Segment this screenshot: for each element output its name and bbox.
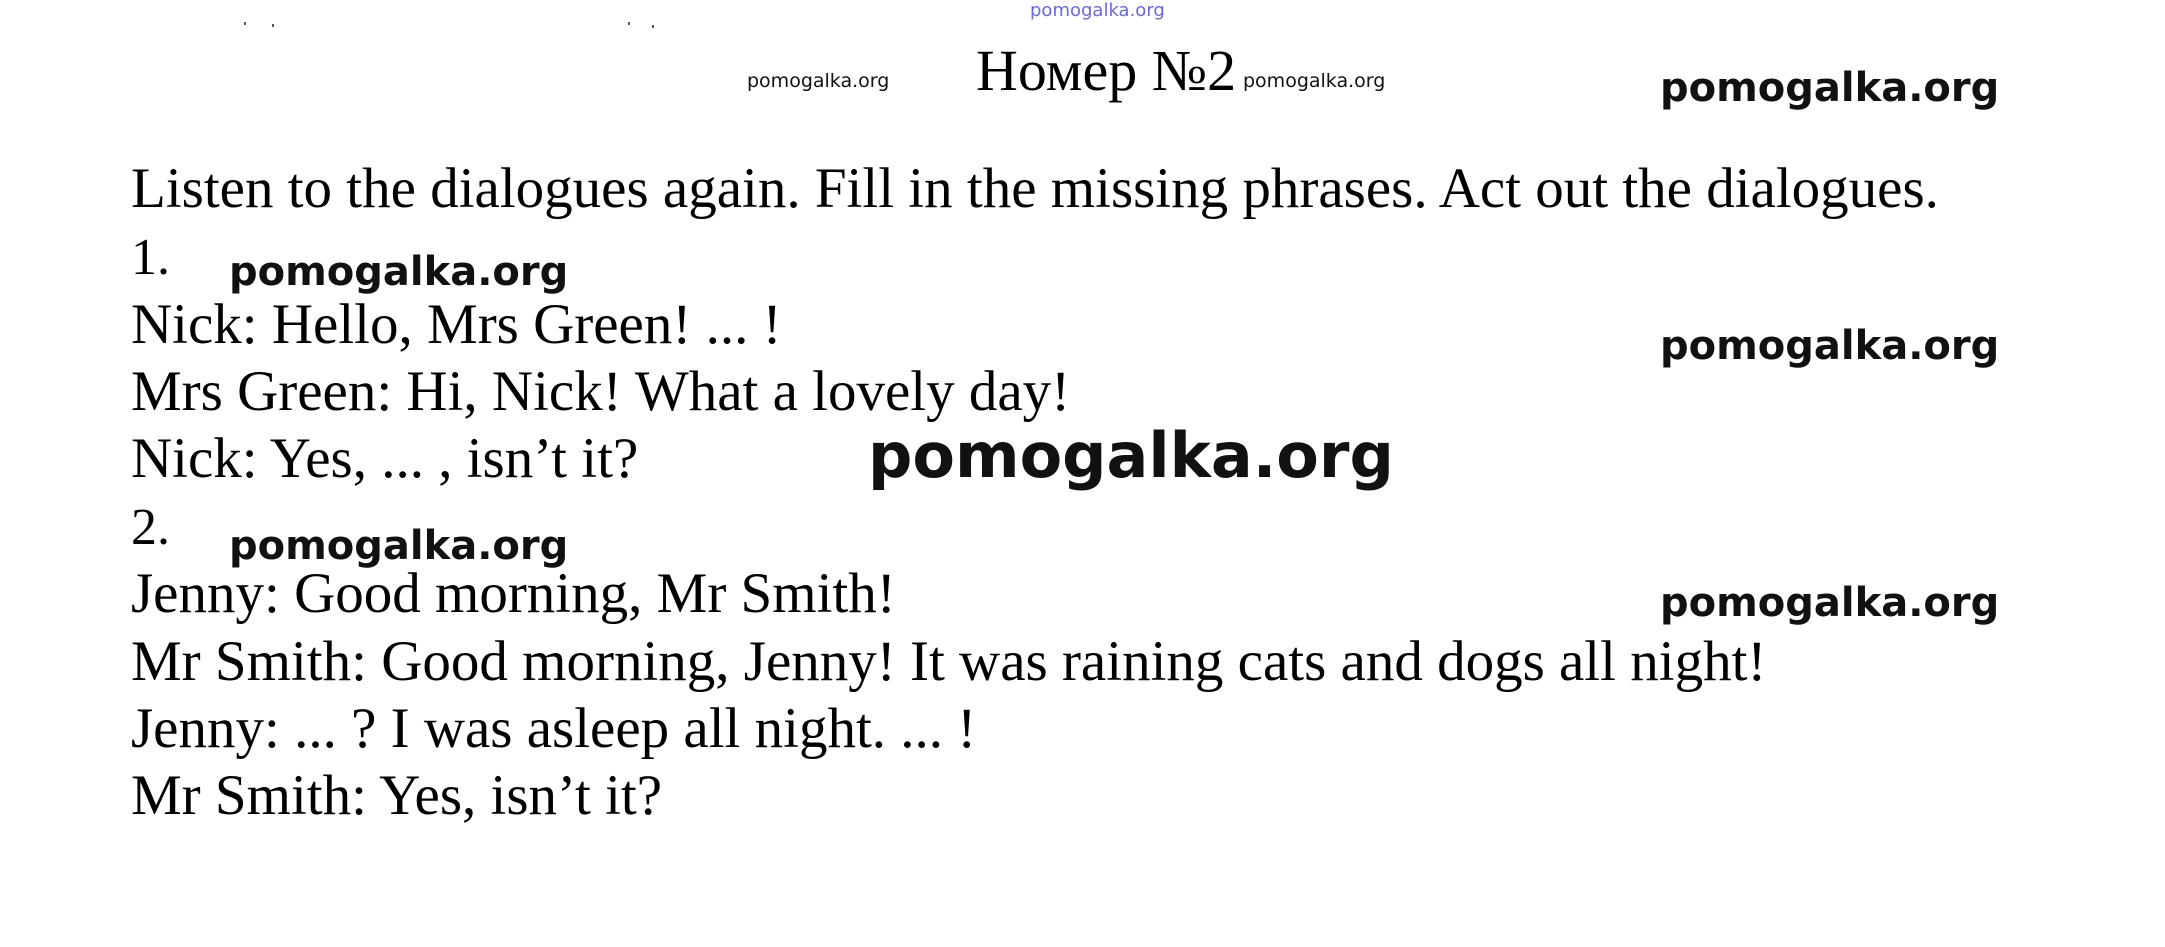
dialogue-line: Jenny: ... ? I was asleep all night. ... ! [131, 697, 977, 760]
scan-mark [652, 25, 654, 28]
watermark-after-number-1: pomogalka.org [229, 249, 569, 295]
watermark-header-after-title: pomogalka.org [1243, 70, 1386, 92]
dialogue-line: Mr Smith: Yes, isn’t it? [131, 764, 663, 827]
scan-mark [628, 22, 630, 25]
dialogue-line: Mrs Green: Hi, Nick! What a lovely day! [131, 360, 1071, 423]
instruction-text: Listen to the dialogues again. Fill in the missing phrases. Act out the dialogues. [131, 157, 1939, 220]
watermark-header-right: pomogalka.org [1660, 65, 2000, 111]
watermark-after-number-2: pomogalka.org [229, 523, 569, 569]
watermark-header-left: pomogalka.org [747, 70, 890, 92]
watermark-right-1: pomogalka.org [1660, 323, 2000, 369]
dialogue-number: 1. [131, 229, 170, 286]
scan-mark [244, 22, 246, 25]
dialogue-line: Jenny: Good morning, Mr Smith! [131, 562, 896, 625]
scan-mark [272, 24, 274, 27]
dialogue-line: Nick: Yes, ... , isn’t it? [131, 427, 639, 490]
page-title: Номер №2 [976, 38, 1237, 103]
dialogue-line: Nick: Hello, Mrs Green! ... ! [131, 293, 782, 356]
dialogue-number: 2. [131, 499, 170, 556]
watermark-center: pomogalka.org [868, 419, 1394, 492]
site-link-top[interactable]: pomogalka.org [1030, 0, 1165, 21]
watermark-right-2: pomogalka.org [1660, 580, 2000, 626]
dialogue-line: Mr Smith: Good morning, Jenny! It was raining cats and dogs all night! [131, 630, 1767, 693]
